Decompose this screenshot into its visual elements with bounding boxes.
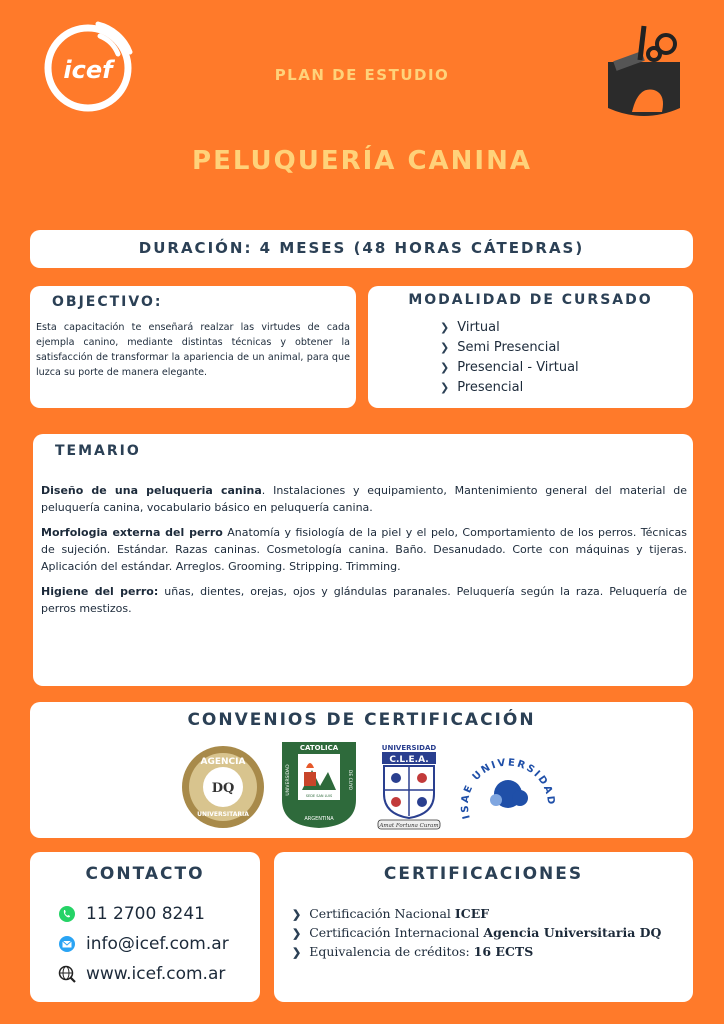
chevron-right-icon: ❯ (440, 381, 450, 394)
certificaciones-card (274, 852, 693, 1002)
agencia-dq-seal (180, 744, 266, 830)
modalidad-card (368, 286, 693, 408)
cert-label: Certificación Nacional (309, 906, 455, 921)
certificaciones-heading: CERTIFICACIONES (383, 864, 584, 884)
topic-text: uñas, dientes, orejas, ojos y glándulas paranales. Peluquería según la raza. Peluquería de perros mestizos. (41, 585, 687, 615)
temario-paragraph (41, 524, 687, 575)
objective-heading: OBJECTIVO: (52, 294, 163, 310)
svg-text:C.L.E.A.: C.L.E.A. (389, 755, 429, 765)
temario-card (33, 434, 693, 686)
cert-label: Equivalencia de créditos: (309, 944, 474, 959)
email-row (58, 934, 229, 954)
temario-heading: TEMARIO (55, 443, 141, 459)
svg-text:UNIVERSIDAD: UNIVERSIDAD (286, 764, 291, 796)
certificaciones-list (292, 904, 661, 961)
whatsapp-icon (58, 905, 76, 923)
svg-text:AGENCIA: AGENCIA (200, 757, 246, 767)
topic-title: Diseño de una peluqueria canina (41, 484, 262, 497)
topic-text: Anatomía y fisiología de la piel y el pelo, Comportamiento de los perros. Técnicas de sujeción. Estándar. Razas caninas. Cosmetología canina. Baño. Desanudado. Corte con máquinas y tijeras. Aplicación del estándar. Arreglos. Grooming. Stripping. Trimming. (41, 526, 687, 573)
temario-paragraph (41, 583, 687, 617)
svg-text:SEDE SAN LUIS: SEDE SAN LUIS (305, 794, 333, 798)
objective-text: Esta capacitación te enseñará realzar las virtudes de cada ejempla canino, mediante distintas técnicas y obtener la satisfacción de transformar la apariencia de un animal, para que luzca su porte de manera elegante. (36, 322, 350, 378)
modalidad-heading: MODALIDAD DE CURSADO (408, 292, 653, 308)
svg-text:UNIVERSIDAD: UNIVERSIDAD (381, 744, 437, 752)
temario-content (41, 482, 687, 625)
svg-text:CATOLICA: CATOLICA (299, 744, 339, 752)
topic-title: Higiene del perro: (41, 585, 159, 598)
svg-text:DQ: DQ (211, 781, 235, 796)
list-item (440, 318, 579, 338)
chevron-right-icon: ❯ (440, 341, 450, 354)
svg-text:ARGENTINA: ARGENTINA (304, 816, 334, 822)
topic-title: Morfologia externa del perro (41, 526, 223, 539)
list-item (440, 338, 579, 358)
list-item (292, 942, 661, 961)
list-item (292, 923, 661, 942)
chevron-right-icon: ❯ (292, 908, 302, 921)
contacto-heading: CONTACTO (85, 864, 205, 884)
modalidad-list (440, 318, 579, 398)
svg-text:ISAE UNIVERSIDAD: ISAE UNIVERSIDAD (459, 757, 557, 821)
email-icon (58, 935, 76, 953)
list-item (440, 378, 579, 398)
cert-value: Agencia Universitaria DQ (483, 925, 662, 940)
svg-text:Amat Fortuna Curam: Amat Fortuna Curam (379, 823, 439, 829)
ucc-seal (280, 740, 358, 830)
list-item-label: Presencial (457, 380, 524, 395)
web-row (58, 964, 225, 984)
cert-value: 16 ECTS (473, 944, 534, 959)
chevron-right-icon: ❯ (440, 321, 450, 334)
chevron-right-icon: ❯ (292, 946, 302, 959)
cert-value: ICEF (454, 906, 490, 921)
svg-text:DE CUYO: DE CUYO (347, 769, 352, 791)
duration-card (30, 230, 693, 268)
convenios-card (30, 702, 693, 838)
cert-label: Certificación Internacional (309, 925, 484, 940)
isae-seal (456, 744, 560, 828)
duration-text: DURACIÓN: 4 MESES (48 HORAS CÁTEDRAS) (138, 239, 585, 257)
plan-label: PLAN DE ESTUDIO (274, 66, 450, 84)
svg-text:icef: icef (63, 56, 113, 84)
phone-row (58, 904, 205, 924)
list-item (292, 904, 661, 923)
grooming-icon (604, 20, 684, 128)
topic-text: . Instalaciones y equipamiento, Mantenimiento general del material de peluquería canina, vocabulario básico en peluquería canina. (41, 484, 687, 514)
page-title: PELUQUERÍA CANINA (192, 146, 532, 176)
list-item-label: Virtual (457, 320, 500, 335)
contacto-card (30, 852, 260, 1002)
chevron-right-icon: ❯ (440, 361, 450, 374)
phone-number[interactable]: 11 2700 8241 (86, 904, 205, 924)
objective-card (30, 286, 356, 408)
convenios-heading: CONVENIOS DE CERTIFICACIÓN (187, 710, 536, 730)
list-item-label: Semi Presencial (457, 340, 560, 355)
svg-text:UNIVERSITARIA: UNIVERSITARIA (197, 811, 249, 818)
list-item-label: Presencial - Virtual (457, 360, 579, 375)
chevron-right-icon: ❯ (292, 927, 302, 940)
website-link[interactable]: www.icef.com.ar (86, 964, 226, 984)
email-link[interactable]: info@icef.com.ar (86, 934, 229, 954)
temario-paragraph (41, 482, 687, 516)
list-item (440, 358, 579, 378)
clea-seal (374, 742, 444, 832)
globe-icon (58, 965, 76, 983)
